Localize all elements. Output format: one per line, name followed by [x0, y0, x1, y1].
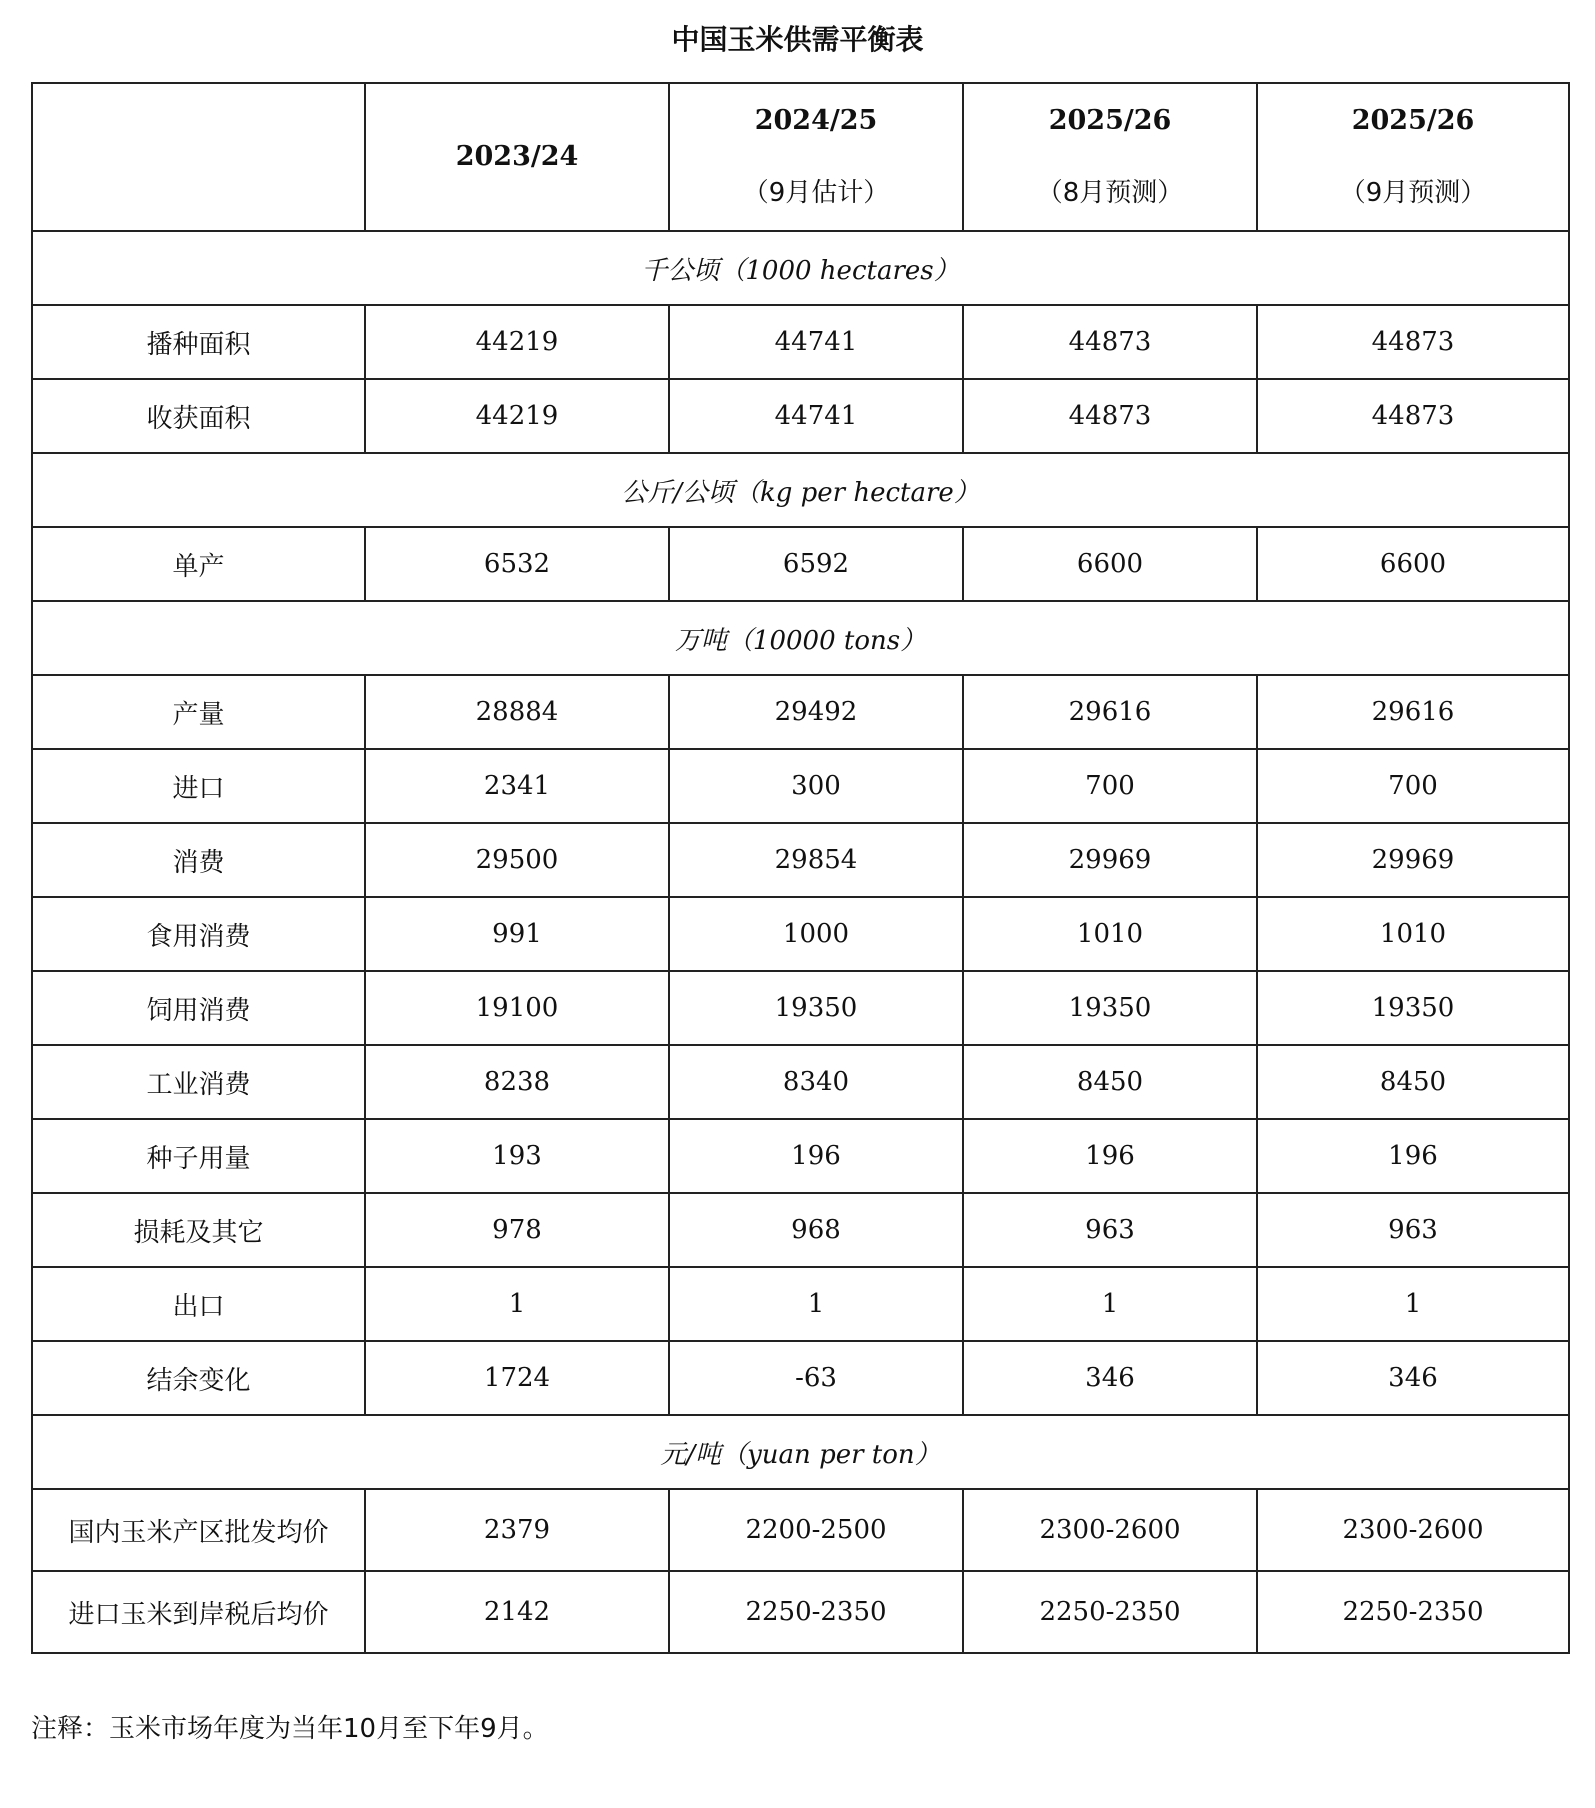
table-cell: 6600: [1257, 527, 1569, 601]
table-cell: 968: [669, 1193, 963, 1267]
table-row: [32, 1119, 1569, 1193]
table-cell: 19350: [963, 971, 1257, 1045]
table-cell: 29500: [365, 823, 669, 897]
header-sub: （9月预测）: [1339, 178, 1487, 208]
table-cell: 2200-2500: [669, 1489, 963, 1571]
row-label: 消费: [32, 823, 365, 897]
row-label: 工业消费: [32, 1045, 365, 1119]
table-cell: 196: [669, 1119, 963, 1193]
table-cell: 196: [1257, 1119, 1569, 1193]
header-col-1: [365, 83, 669, 231]
table-row: [32, 1489, 1569, 1571]
row-label: 国内玉米产区批发均价: [32, 1489, 365, 1571]
row-label: 进口: [32, 749, 365, 823]
supply-demand-table: [31, 82, 1570, 1654]
row-label: 饲用消费: [32, 971, 365, 1045]
table-cell: 6532: [365, 527, 669, 601]
table-cell: 44219: [365, 379, 669, 453]
table-cell: -63: [669, 1341, 963, 1415]
table-cell: 2250-2350: [669, 1571, 963, 1653]
table-cell: 2300-2600: [963, 1489, 1257, 1571]
table-cell: 1: [669, 1267, 963, 1341]
header-year: 2023/24: [455, 141, 579, 172]
table-cell: 44741: [669, 379, 963, 453]
header-year: 2025/26: [1048, 105, 1172, 136]
header-corner-cell: [32, 83, 365, 231]
table-cell: 700: [1257, 749, 1569, 823]
table-row: [32, 897, 1569, 971]
table-cell: 2341: [365, 749, 669, 823]
table-cell: 2250-2350: [1257, 1571, 1569, 1653]
table-row: [32, 1267, 1569, 1341]
table-cell: 346: [963, 1341, 1257, 1415]
header-col-4: [1257, 83, 1569, 231]
header-year: 2024/25: [754, 105, 878, 136]
table-cell: 1000: [669, 897, 963, 971]
unit-label: 千公顷（1000 hectares）: [32, 231, 1569, 305]
table-cell: 700: [963, 749, 1257, 823]
table-cell: 963: [963, 1193, 1257, 1267]
row-label: 结余变化: [32, 1341, 365, 1415]
table-cell: 29969: [1257, 823, 1569, 897]
table-row: [32, 305, 1569, 379]
table-cell: 991: [365, 897, 669, 971]
row-label: 出口: [32, 1267, 365, 1341]
table-cell: 6592: [669, 527, 963, 601]
page-title: 中国玉米供需平衡表: [671, 23, 924, 56]
unit-row-area: [32, 231, 1569, 305]
table-cell: 8450: [1257, 1045, 1569, 1119]
header-sub: （9月估计）: [742, 178, 890, 208]
table-cell: 44873: [963, 305, 1257, 379]
unit-row-price: [32, 1415, 1569, 1489]
table-row: [32, 1571, 1569, 1653]
header-col-3: [963, 83, 1257, 231]
table-cell: 1: [365, 1267, 669, 1341]
table-row: [32, 823, 1569, 897]
table-cell: 193: [365, 1119, 669, 1193]
table-cell: 44873: [963, 379, 1257, 453]
table-row: [32, 749, 1569, 823]
header-year: 2025/26: [1351, 105, 1475, 136]
row-label: 损耗及其它: [32, 1193, 365, 1267]
table-cell: 978: [365, 1193, 669, 1267]
unit-label: 元/吨（yuan per ton）: [32, 1415, 1569, 1489]
header-sub: （8月预测）: [1036, 178, 1184, 208]
unit-row-yield: [32, 453, 1569, 527]
table-cell: 29492: [669, 675, 963, 749]
footnote: 注释：玉米市场年度为当年10月至下年9月。: [31, 1714, 549, 1744]
table-cell: 2142: [365, 1571, 669, 1653]
table-cell: 29616: [1257, 675, 1569, 749]
unit-row-tons: [32, 601, 1569, 675]
row-label: 进口玉米到岸税后均价: [32, 1571, 365, 1653]
unit-label: 万吨（10000 tons）: [32, 601, 1569, 675]
table-cell: 44219: [365, 305, 669, 379]
row-label: 产量: [32, 675, 365, 749]
header-col-2: [669, 83, 963, 231]
table-row: [32, 1193, 1569, 1267]
row-label: 种子用量: [32, 1119, 365, 1193]
table-row: [32, 527, 1569, 601]
table-cell: 44741: [669, 305, 963, 379]
table-row: [32, 971, 1569, 1045]
table-cell: 6600: [963, 527, 1257, 601]
table-cell: 2300-2600: [1257, 1489, 1569, 1571]
table-cell: 1724: [365, 1341, 669, 1415]
table-cell: 346: [1257, 1341, 1569, 1415]
table-cell: 8450: [963, 1045, 1257, 1119]
table-row: [32, 1341, 1569, 1415]
table-cell: 8238: [365, 1045, 669, 1119]
header-row: [32, 83, 1569, 231]
table-cell: 1: [1257, 1267, 1569, 1341]
table-cell: 1010: [1257, 897, 1569, 971]
table-cell: 19350: [1257, 971, 1569, 1045]
table-cell: 1010: [963, 897, 1257, 971]
row-label: 单产: [32, 527, 365, 601]
table-cell: 29616: [963, 675, 1257, 749]
unit-label: 公斤/公顷（kg per hectare）: [32, 453, 1569, 527]
table-cell: 29854: [669, 823, 963, 897]
table-cell: 2379: [365, 1489, 669, 1571]
table-cell: 19100: [365, 971, 669, 1045]
table-cell: 8340: [669, 1045, 963, 1119]
table-row: [32, 675, 1569, 749]
table-cell: 19350: [669, 971, 963, 1045]
table-cell: 44873: [1257, 305, 1569, 379]
table-row: [32, 1045, 1569, 1119]
table-cell: 196: [963, 1119, 1257, 1193]
table-cell: 44873: [1257, 379, 1569, 453]
table-row: [32, 379, 1569, 453]
table-cell: 28884: [365, 675, 669, 749]
row-label: 食用消费: [32, 897, 365, 971]
table-cell: 29969: [963, 823, 1257, 897]
row-label: 播种面积: [32, 305, 365, 379]
table-cell: 300: [669, 749, 963, 823]
row-label: 收获面积: [32, 379, 365, 453]
table-cell: 963: [1257, 1193, 1569, 1267]
table-cell: 2250-2350: [963, 1571, 1257, 1653]
table-cell: 1: [963, 1267, 1257, 1341]
